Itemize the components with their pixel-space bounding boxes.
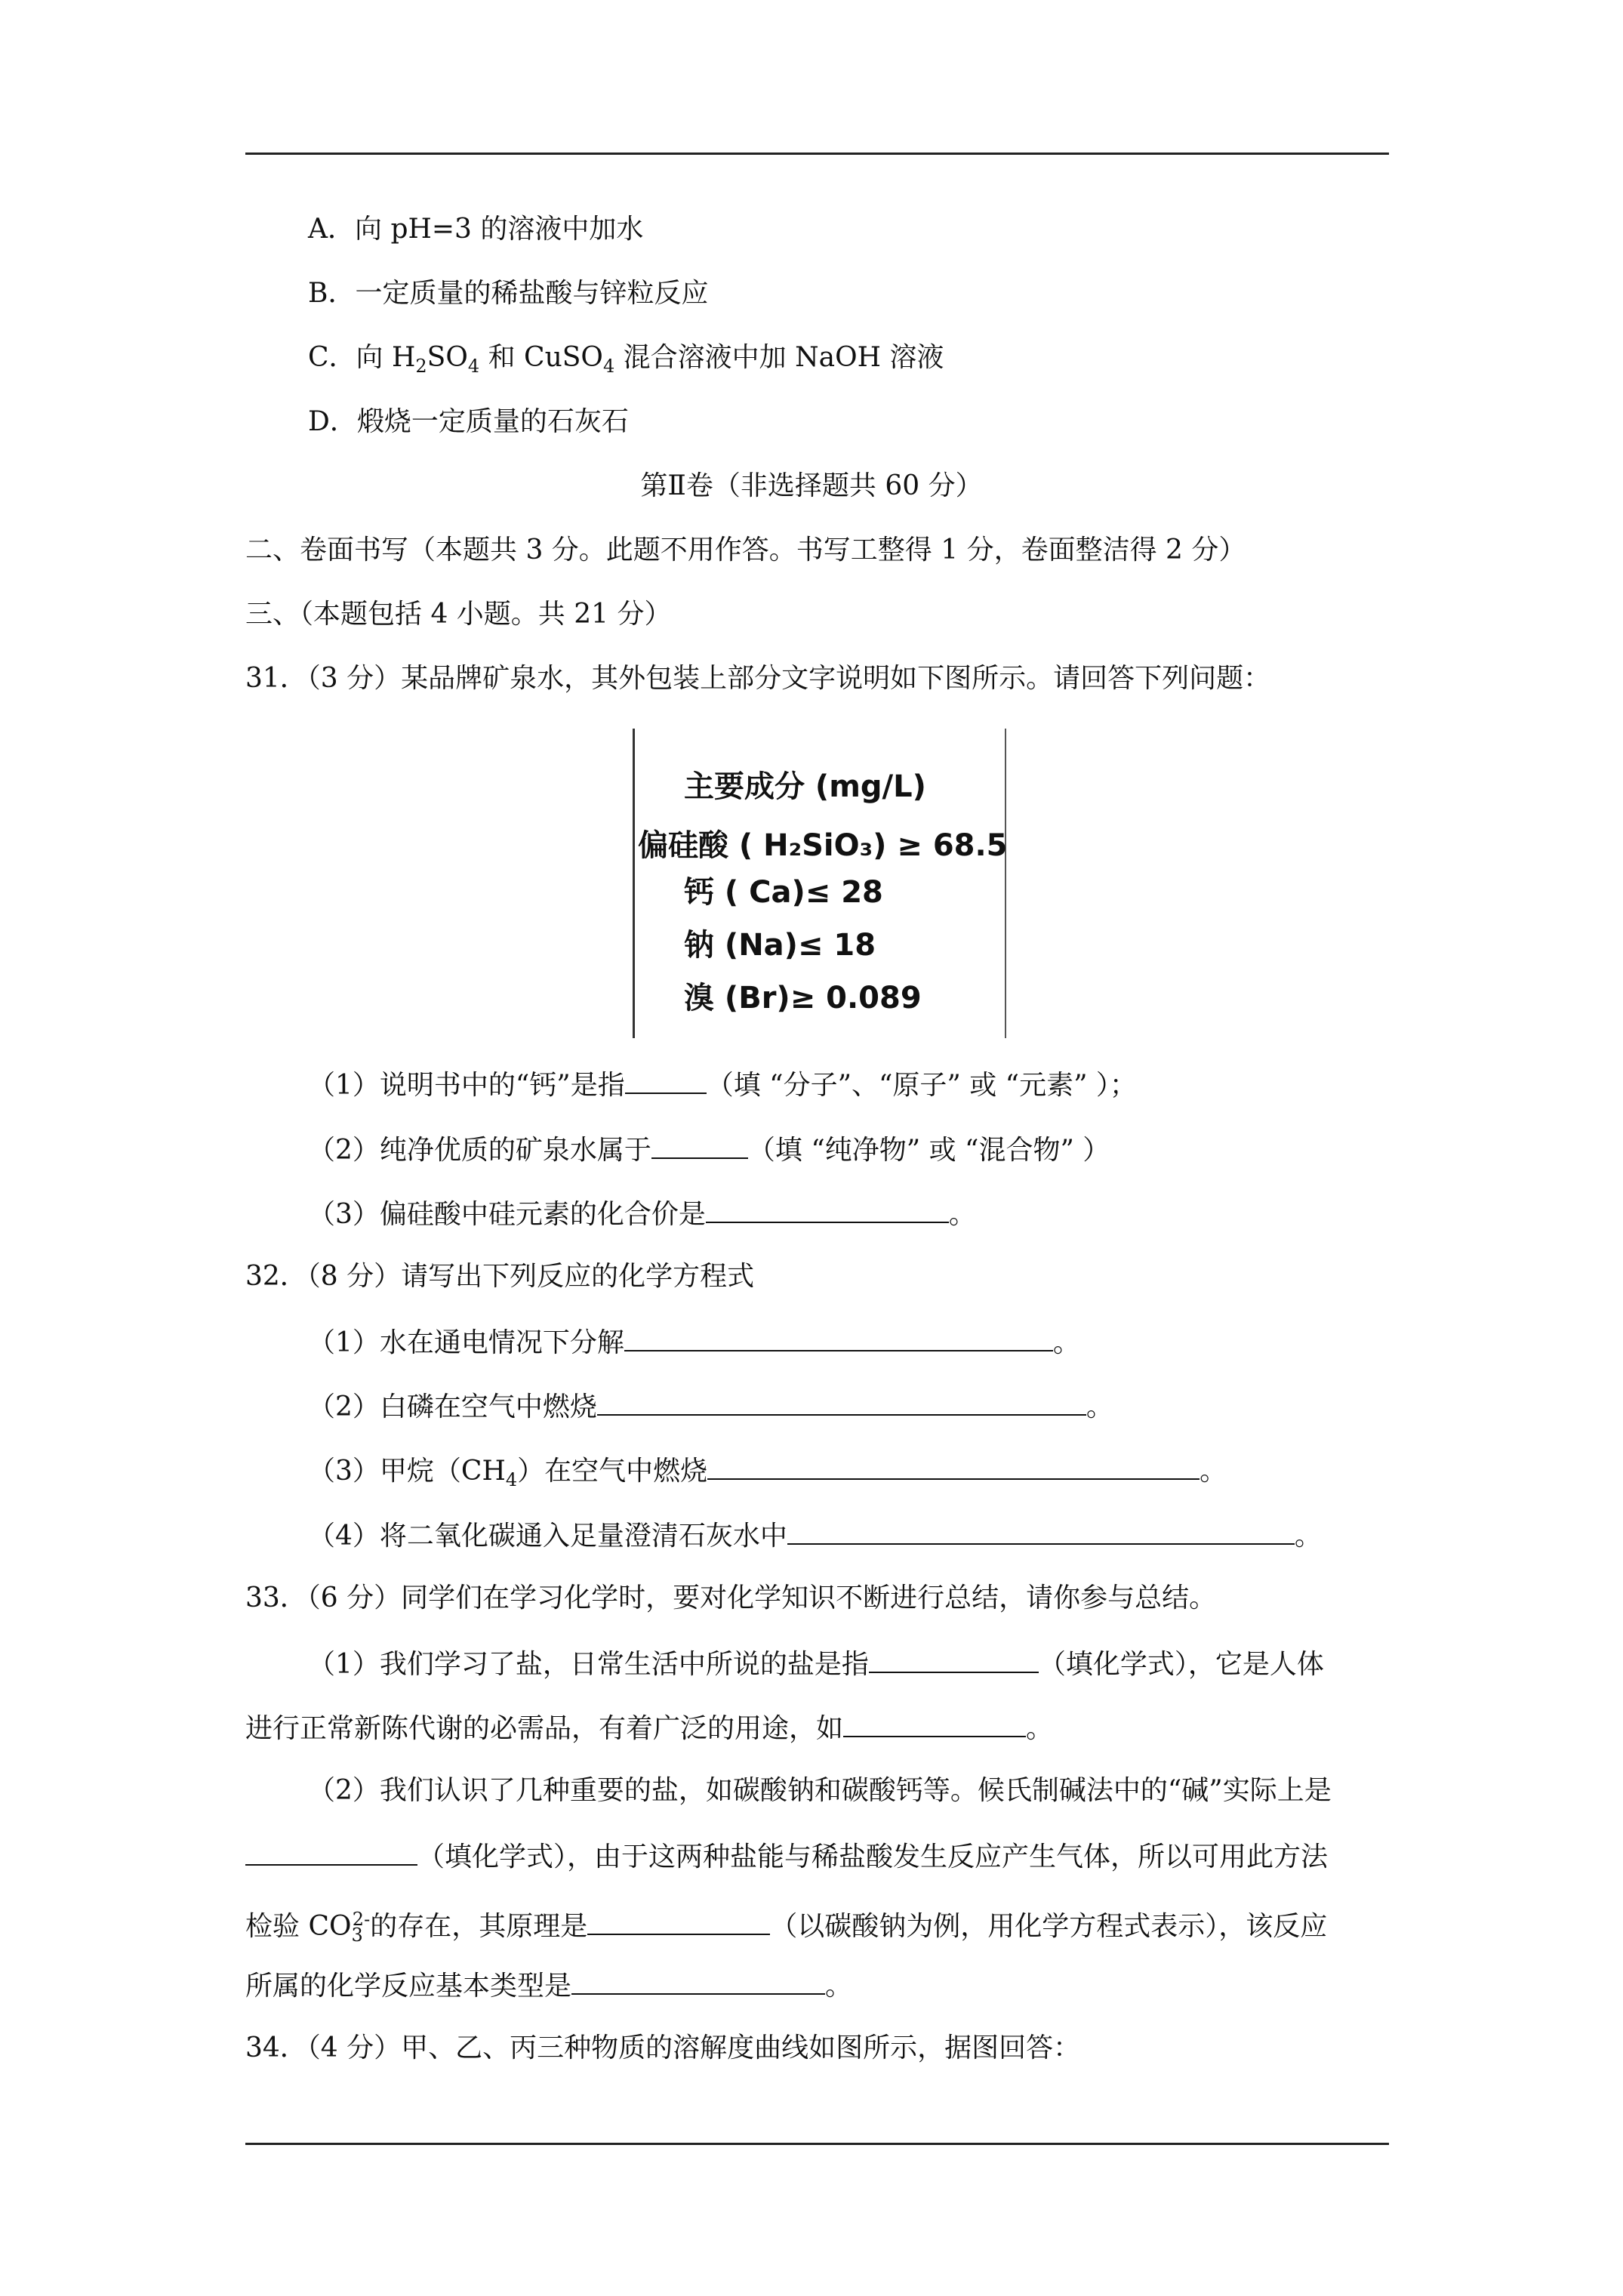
q31-part2: （2）纯净优质的矿泉水属于 （填 “纯净物” 或 “混合物” ） [308,1132,1110,1167]
q33-stem: 33．（6 分）同学们在学习化学时，要对化学知识不断进行总结，请你参与总结。 [245,1583,1217,1613]
q32-part2: （2）白磷在空气中燃烧 。 [308,1388,1113,1424]
answer-blank[interactable] [597,1388,1086,1416]
q33-part2-line1: （2）我们认识了几种重要的盐，如碳酸钠和碳酸钙等。候氏制碱法中的“碱”实际上是 [308,1775,1332,1806]
label-title: 主要成分 (mg/L) [684,769,926,804]
answer-blank[interactable] [707,1453,1200,1480]
part-three-heading: 三、（本题包括 4 小题。共 21 分） [245,599,672,630]
answer-blank[interactable] [787,1518,1295,1545]
q33-part2-line3: 检验 $CO_3^{2-}$的存在，其原理是 （以碳酸钠为例，用化学方程式表示），该反应 [245,1909,1328,1946]
label-row-calcium: 钙 ( Ca)≤ 28 [684,875,883,910]
q32-part4: （4）将二氧化碳通入足量澄清石灰水中 。 [308,1518,1322,1553]
q33-part1-line1: （1）我们学习了盐，日常生活中所说的盐是指 （填化学式），它是人体 [308,1646,1324,1681]
answer-blank[interactable] [571,1968,825,1995]
q31-part1: （1）说明书中的“钙”是指 （填 “分子”、“原子” 或 “元素” ）； [308,1067,1137,1102]
label-row-sodium: 钠 (Na)≤ 18 [684,928,876,963]
answer-blank[interactable] [624,1324,1053,1351]
label-row-bromine: 溴 (Br)≥ 0.089 [684,981,922,1015]
answer-blank[interactable] [651,1132,748,1159]
bottom-rule [245,2143,1389,2145]
q34-stem: 34．（4 分）甲、乙、丙三种物质的溶解度曲线如图所示，据图回答： [245,2032,1081,2063]
q33-part2-line2: （填化学式），由于这两种盐能与稀盐酸发生反应产生气体，所以可用此方法 [245,1838,1328,1874]
top-rule [245,153,1389,155]
option-b: B．一定质量的稀盐酸与锌粒反应 [308,278,709,309]
answer-blank[interactable] [625,1067,707,1094]
option-d: D．煅烧一定质量的石灰石 [308,406,629,437]
label-row-silicic-acid: 偏硅酸 ( H₂SiO₃) ≥ 68.5 [638,828,1008,863]
option-a: A．向 pH=3 的溶液中加水 [308,214,644,245]
q32-stem: 32．（8 分）请写出下列反应的化学方程式 [245,1261,755,1292]
q32-part1: （1）水在通电情况下分解 。 [308,1324,1080,1360]
answer-blank[interactable] [869,1646,1039,1673]
answer-blank[interactable] [245,1838,417,1866]
answer-blank[interactable] [587,1908,770,1935]
q32-part3: （3）甲烷$(CH_4)$在空气中燃烧 。 [308,1453,1227,1496]
answer-blank[interactable] [706,1196,949,1223]
part-two-heading: 二、卷面书写（本题共 3 分。此题不用作答。书写工整得 1 分，卷面整洁得 2 分） [245,535,1246,566]
mineral-water-label-image [633,729,1006,1038]
q31-part3: （3）偏硅酸中硅元素的化合价是 。 [308,1196,976,1231]
section-title: 第Ⅱ卷（非选择题共 60 分） [640,470,983,501]
option-c: C．向 $H_2SO_4$ 和 CuSO$_4$ 混合溶液中加 NaOH 溶液 [308,342,944,378]
q33-part2-line4: 所属的化学反应基本类型是 。 [245,1968,852,2003]
answer-blank[interactable] [843,1710,1026,1737]
q31-stem: 31．（3 分）某品牌矿泉水，其外包装上部分文字说明如下图所示。请回答下列问题： [245,663,1271,694]
q33-part1-line2: 进行正常新陈代谢的必需品，有着广泛的用途，如 。 [245,1710,1053,1746]
